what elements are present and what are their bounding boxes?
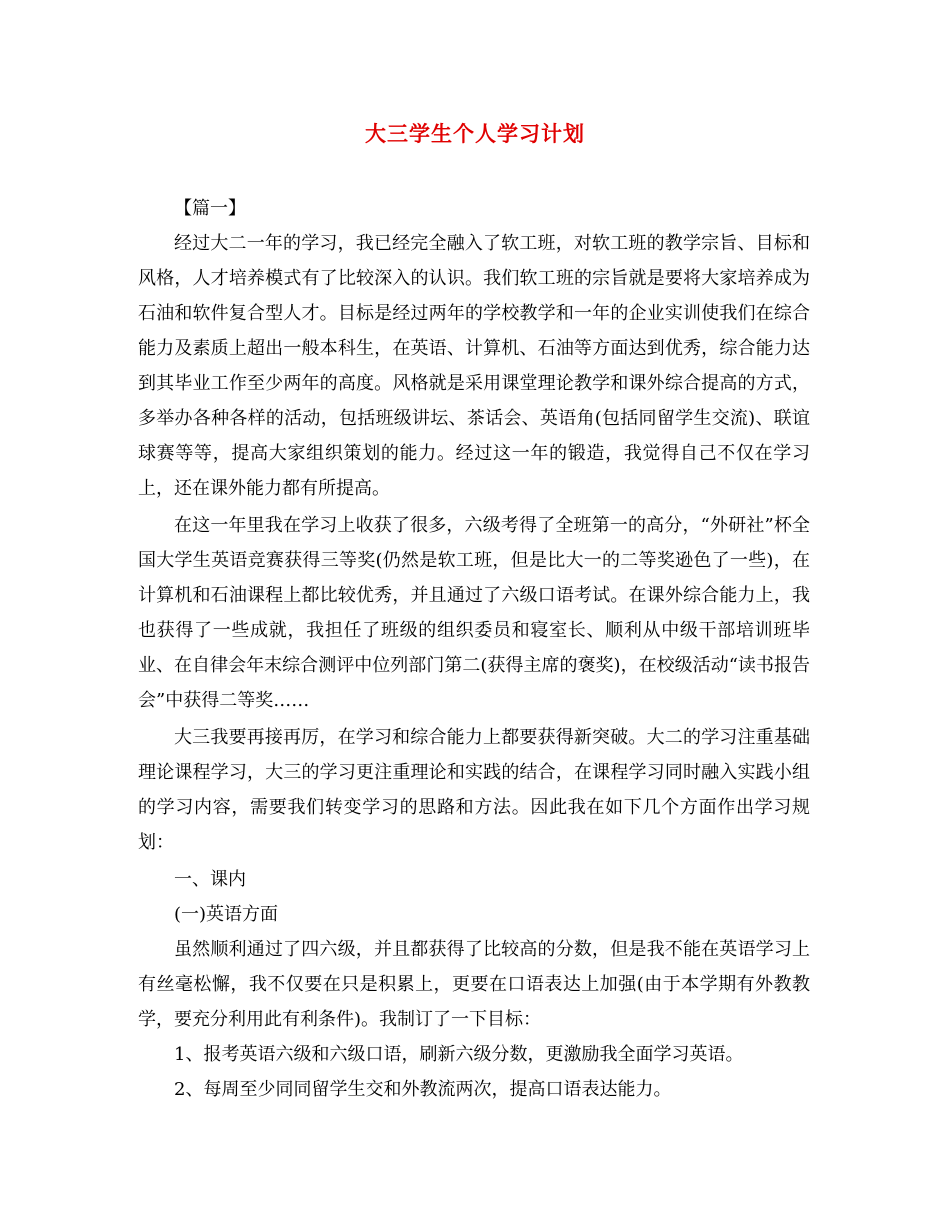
- document-body: [138, 191, 810, 1107]
- paragraph-2: 在这一年里我在学习上收获了很多，六级考得了全班第一的高分，“外研社”杯全国大学生英语竞赛获得三等奖(仍然是软工班，但是比大一的二等奖逊色了一些)，在计算机和石油课程上都比较优秀，并且通过了六级口语考试。在课外综合能力上，我也获得了一些成就，我担任了班级的组织委员和寝室长、顺利从中级干部培训班毕业、在自律会年末综合测评中位列部门第二(获得主席的褒奖)，在校级活动“读书报告会”中获得二等奖……: [138, 515, 810, 711]
- heading-in-class: 一、课内: [174, 869, 246, 890]
- document-title: 大三学生个人学习计划: [365, 121, 585, 146]
- heading-english: (一)英语方面: [174, 904, 279, 925]
- paragraph-1: 经过大二一年的学习，我已经完全融入了软工班，对软工班的教学宗旨、目标和风格，人才培养模式有了比较深入的认识。我们软工班的宗旨就是要将大家培养成为石油和软件复合型人才。目标是经过两年的学校教学和一年的企业实训使我们在综合能力及素质上超出一般本科生，在英语、计算机、石油等方面达到优秀，综合能力达到其毕业工作至少两年的高度。风格就是采用课堂理论教学和课外综合提高的方式，多举办各种各样的活动，包括班级讲坛、茶话会、英语角(包括同留学生交流)、联谊球赛等等，提高大家组织策划的能力。经过这一年的锻造，我觉得自己不仅在学习上，还在课外能力都有所提高。: [138, 233, 810, 499]
- goal-item-1: 1、报考英语六级和六级口语，刷新六级分数，更激励我全面学习英语。: [174, 1044, 744, 1065]
- paragraph-english: 虽然顺利通过了四六级，并且都获得了比较高的分数，但是我不能在英语学习上有丝毫松懈，我不仅要在只是积累上，更要在口语表达上加强(由于本学期有外教教学，要充分利用此有利条件)。我制订了一下目标：: [138, 939, 810, 1030]
- paragraph-3: 大三我要再接再厉，在学习和综合能力上都要获得新突破。大二的学习注重基础理论课程学习，大三的学习更注重理论和实践的结合，在课程学习同时融入实践小组的学习内容，需要我们转变学习的思路和方法。因此我在如下几个方面作出学习规划：: [138, 727, 810, 853]
- goal-item-2: 2、每周至少同同留学生交和外教流两次，提高口语表达能力。: [174, 1079, 672, 1100]
- section-label: 【篇一】: [174, 198, 246, 219]
